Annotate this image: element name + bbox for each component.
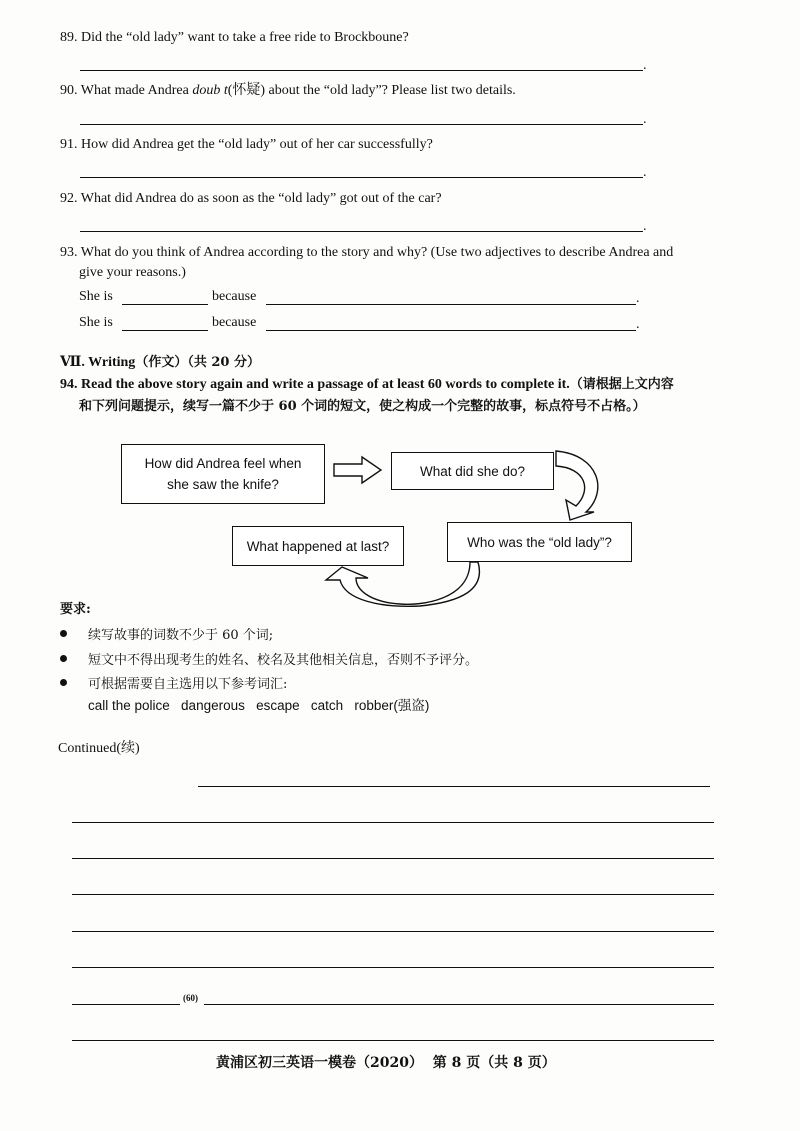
because-label: because [212,315,257,330]
question-93-line2: give your reasons.) [79,265,186,280]
answer-period: . [636,291,640,306]
requirement-item: 可根据需要自主选用以下参考词汇: [88,677,288,692]
question-text-cont: (怀疑) about the “old lady”? Please list two details. [227,83,516,98]
prompt-box-text: What happened at last? [246,538,390,554]
bullet-icon [60,679,67,686]
requirements-title: 要求: [60,602,91,617]
answer-period: . [643,165,647,180]
answer-period: . [643,219,647,234]
writing-line[interactable] [72,822,714,823]
question-number: 93. [60,245,78,260]
prompt-box-line: How did Andrea feel when [144,456,302,471]
curved-arrow-down-icon [556,451,598,520]
writing-line[interactable] [72,967,714,968]
section-points: （作文）（共 20 分） [135,355,260,370]
vocabulary-list: call the police dangerous escape catch robber(强盗) [88,698,430,713]
writing-line[interactable] [72,894,714,895]
section-number: Ⅶ. [60,355,85,370]
word-count-mark: (60) [183,993,198,1003]
requirement-item: 续写故事的词数不少于 60 个词; [88,628,274,643]
requirement-item: 短文中不得出现考生的姓名、校名及其他相关信息，否则不予评分。 [88,653,479,668]
question-text: What made Andrea [80,83,193,98]
question-text: What do you think of Andrea according to the story and why? (Use two adjectives to describe Andrea and [80,245,674,260]
section-title: Writing [88,355,136,370]
writing-line[interactable] [204,1004,714,1005]
question-94-line2: 和下列问题提示，续写一篇不少于 60 个词的短文，使之构成一个完整的故事，标点符号不占格。） [79,399,646,414]
question-number: 92. [60,191,78,206]
answer-period: . [643,58,647,73]
prompt-box-text: What did she do? [419,463,526,479]
question-text: How did Andrea get the “old lady” out of her car successfully? [81,137,433,152]
page-footer: 黄浦区初三英语一模卷（2020） 第 8 页（共 8 页） [216,1055,556,1071]
question-number: 90. [60,83,78,98]
question-italic-word: doub t [192,83,228,98]
writing-line[interactable] [72,1004,180,1005]
q94-instruction-en: 94. Read the above story again and write a passage of at least 60 words to complete it. [60,377,570,392]
writing-line[interactable] [198,786,710,787]
answer-period: . [643,112,647,127]
continued-label: Continued(续) [58,741,140,756]
question-number: 89. [60,30,78,45]
bullet-icon [60,655,67,662]
she-is-label: She is [79,289,113,304]
curved-arrow-left-icon [326,562,479,606]
she-is-label: She is [79,315,113,330]
answer-period: . [636,317,640,332]
writing-line[interactable] [72,931,714,932]
prompt-box-text: Who was the “old lady”? [467,534,612,550]
right-arrow-icon [334,457,381,483]
writing-line[interactable] [72,1040,714,1041]
question-number: 91. [60,137,78,152]
because-label: because [212,289,257,304]
bullet-icon [60,630,67,637]
writing-line[interactable] [72,858,714,859]
question-text: What did Andrea do as soon as the “old lady” got out of the car? [80,191,442,206]
question-text: Did the “old lady” want to take a free ride to Brockboune? [81,30,409,45]
q94-instruction-cn: （请根据上文内容 [569,377,674,392]
prompt-box-line: she saw the knife? [167,477,279,492]
